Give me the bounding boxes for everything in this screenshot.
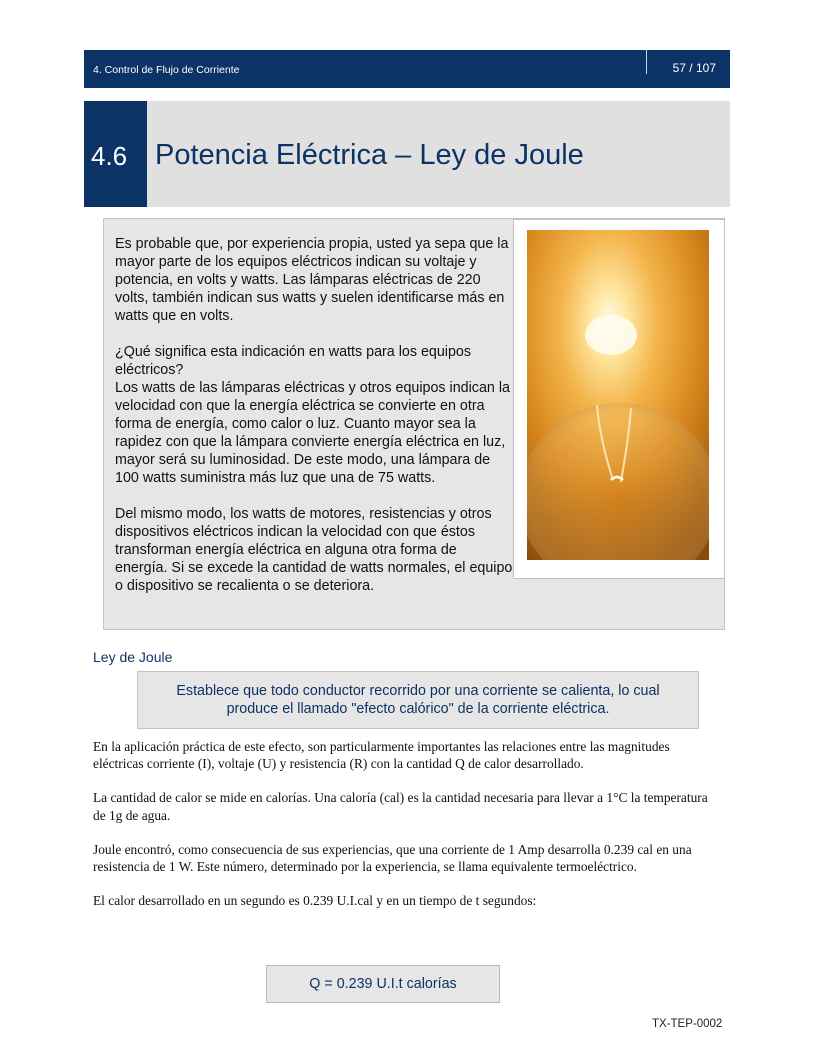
photo-frame: [513, 219, 725, 579]
section-number: 4.6: [91, 141, 128, 171]
section-heading: Ley de Joule: [93, 649, 173, 665]
body-paragraph: Joule encontró, como consecuencia de sus experiencias, que una corriente de 1 Amp desarrolla 0.239 cal en una resistencia de 1 W. Este número, determinado por la experiencia, se llama equivalente termoeléctrico.: [93, 841, 692, 875]
header-divider: [646, 50, 647, 74]
intro-paragraph: Del mismo modo, los watts de motores, resistencias y otros dispositivos eléctricos indican la velocidad con que éstos transforman energía eléctrica en alguna otra forma de energía. Si se excede la cantidad de watts normales, el equipo o dispositivo se recalienta o se deteriora.: [115, 506, 513, 594]
chapter-label: 4. Control de Flujo de Corriente: [93, 64, 240, 76]
document-code: TX-TEP-0002: [652, 1018, 723, 1030]
intro-box: [103, 218, 725, 630]
title-band: [84, 101, 730, 207]
light-bulb-photo: [527, 230, 709, 560]
page-number: 57 / 107: [672, 61, 716, 75]
body-paragraph: El calor desarrollado en un segundo es 0.239 U.I.cal y en un tiempo de t segundos:: [93, 893, 537, 909]
page-title: Potencia Eléctrica – Ley de Joule: [155, 139, 584, 171]
body-text: [93, 738, 721, 926]
intro-text: [115, 235, 513, 613]
law-line: Establece que todo conductor recorrido por una corriente se calienta, lo cual: [176, 683, 660, 699]
law-line: produce el llamado "efecto calórico" de la corriente eléctrica.: [226, 701, 610, 717]
formula: Q = 0.239 U.I.t calorías: [309, 976, 457, 992]
formula-box: [266, 965, 500, 1003]
law-statement-box: [137, 671, 699, 729]
body-paragraph: En la aplicación práctica de este efecto, son particularmente importantes las relaciones entre las magnitudes eléctricas corriente (I), voltaje (U) y resistencia (R) con la cantidad Q de calor desarrollado.: [93, 739, 670, 772]
intro-question: ¿Qué significa esta indicación en watts para los equipos eléctricos?: [115, 344, 472, 378]
intro-paragraph: Es probable que, por experiencia propia, usted ya sepa que la mayor parte de los equipos eléctricos indican su voltaje y potencia, en volts y watts. Las lámparas eléctricas de 220 volts, también indican sus watts y suelen identificarse más en watts que en volts.: [115, 236, 509, 324]
law-statement: [138, 682, 698, 718]
bulb-glass: [527, 403, 709, 560]
header-bar: [84, 50, 730, 88]
body-paragraph: La cantidad de calor se mide en calorías. Una caloría (cal) es la cantidad necesaria para llevar a 1°C la temperatura de 1g de agua.: [93, 790, 708, 823]
intro-paragraph: Los watts de las lámparas eléctricas y otros equipos indican la velocidad con que la energía eléctrica se convierte en otra forma de energía, como calor o luz. Cuanto mayor sea la rapidez con que la lámpara convierte energía eléctrica en luz, mayor será su luminosidad. De este modo, una lámpara de 100 watts suministra más luz que una de 75 watts.: [115, 380, 510, 486]
section-number-box: [84, 101, 147, 207]
